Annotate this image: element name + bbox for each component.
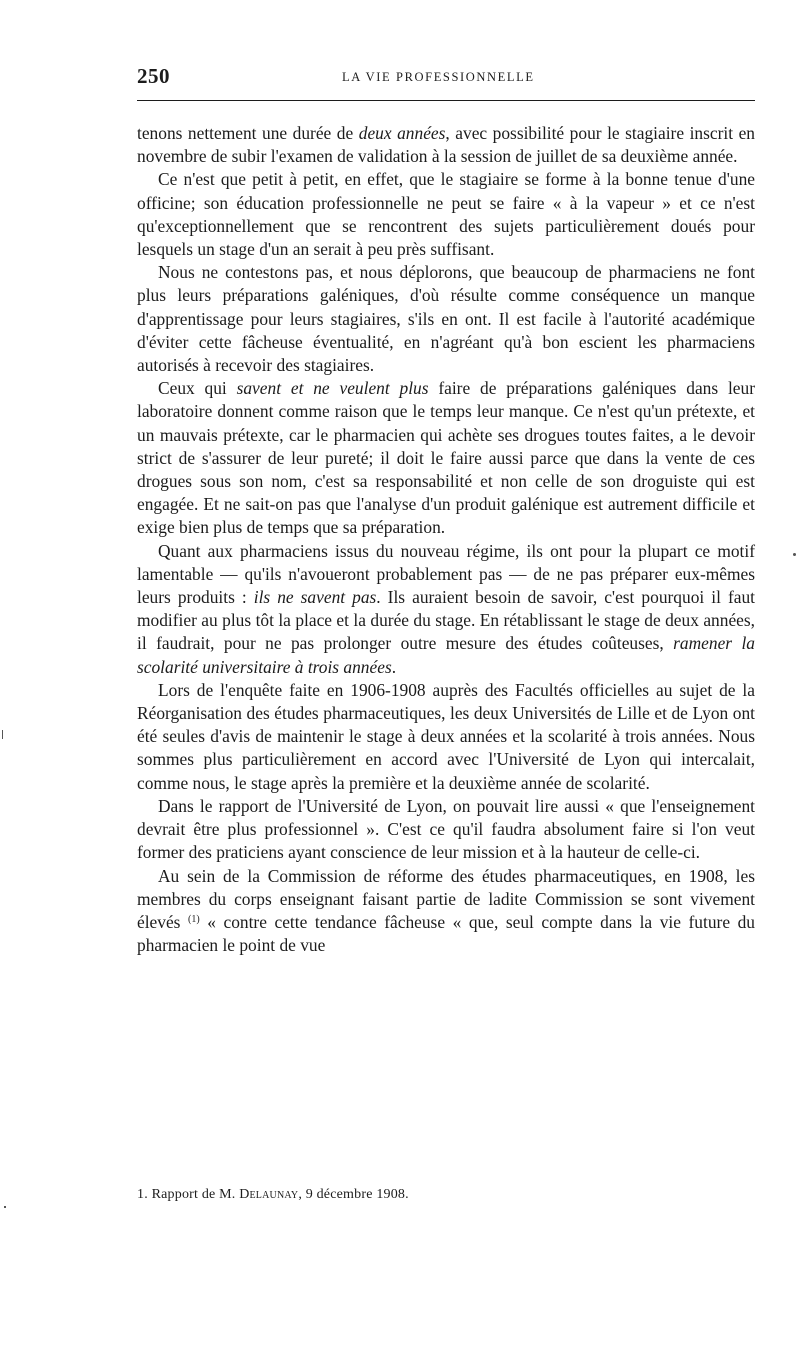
footnote — [137, 1187, 755, 1203]
paragraph — [137, 540, 755, 679]
paragraph — [137, 865, 755, 958]
paragraph — [137, 377, 755, 539]
footnote-text-after: , 9 décembre 1908. — [298, 1187, 409, 1202]
scan-speck — [4, 1206, 6, 1208]
paragraph — [137, 261, 755, 377]
paragraph-text: . — [391, 656, 397, 677]
italic-text: ramener la scolarité universitaire à trois années — [137, 633, 755, 677]
running-title: LA VIE PROFESSIONNELLE — [342, 70, 535, 84]
footnote-author: Delaunay — [239, 1187, 299, 1202]
paragraph-text: « contre cette tendance fâcheuse « que, seul compte dans la vie future du pharmacien le point de vue — [137, 911, 755, 956]
paragraph — [137, 122, 755, 168]
paragraph-text: . Ils auraient besoin de savoir, c'est pourquoi il faut modifier au plus tôt la place et la durée du stage. En rétablissant le stage de deux années, il faudrait, pour ne pas prolonger outre mesure des études coûteuses, — [137, 587, 755, 654]
italic-text: deux années — [358, 123, 446, 143]
scan-speck — [2, 730, 3, 739]
paragraph-text: tenons nettement une durée de — [137, 123, 359, 143]
paragraph-text: Au sein de la Commission de réforme des études pharmaceutiques, en 1908, les membres du corps enseignant faisant partie de ladite Commission se sont vivement élevés — [137, 865, 755, 932]
paragraph-text: Nous ne contestons pas, et nous déplorons, que beaucoup de pharmaciens ne font plus leurs préparations galéniques, d'où résulte comme conséquence un manque d'apprentissage pour leurs stagiaires, s'ils en ont. Il est facile à l'autorité académique d'éviter cette fâcheuse éventualité, en n'agréant qu'à bon escient les pharmaciens autorisés à recevoir des stagiaires. — [137, 262, 755, 376]
footnote-reference: (1) — [188, 913, 200, 925]
paragraph-text: Ce n'est que petit à petit, en effet, que le stagiaire se forme à la bonne tenue d'une officine; son éducation professionnelle ne peut se faire « à la vapeur » et ce n'est qu'exceptionnellement que se rencontrent des sujets particulièrement doués pour lesquels un stage d'un an serait à peu près suffisant. — [137, 169, 755, 260]
page-header — [137, 64, 755, 96]
italic-text: ils ne savent pas — [253, 587, 377, 608]
paragraph — [137, 168, 755, 261]
paragraph-text: Dans le rapport de l'Université de Lyon, on pouvait lire aussi « que l'enseignement devrait être plus professionnel ». C'est ce qu'il faudra absolument faire si l'on veut former des praticiens ayant conscience de leur mission et à la hauteur de celle-ci. — [137, 795, 755, 863]
paragraph-text: Lors de l'enquête faite en 1906-1908 auprès des Facultés officielles au sujet de la Réorganisation des études pharmaceutiques, les deux Universités de Lille et de Lyon ont été seules d'avis de maintenir le stage à deux années et la scolarité à trois années. Nous sommes plus particulièrement en accord avec l'Université de Lyon qui intercalait, comme nous, le stage après la première et la deuxième année de scolarité. — [137, 679, 755, 793]
paragraph-text: faire de préparations galéniques dans leur laboratoire donnent comme raison que le temps leur manque. Ce n'est qu'un prétexte, et un mauvais prétexte, car le pharmacien qui achète ses drogues toutes faites, a le devoir strict de s'assurer de leur pureté; il doit le faire aussi parce que dans la vente de ces drogues sous son nom, c'est sa responsabilité et non celle de son droguiste qui est engagée. Et ne sait-on pas que l'analyse d'un produit galénique est autrement difficile et exige bien plus de temps que sa préparation. — [137, 378, 755, 538]
page-number: 250 — [137, 64, 170, 88]
footnote-number: 1. — [137, 1187, 148, 1202]
paragraph-text: Quant aux pharmaciens issus du nouveau régime, ils ont pour la plupart ce motif lamentable — qu'ils n'avoueront probablement pas — de ne pas préparer eux-mêmes leurs produits : — [137, 540, 755, 608]
paragraph-text: Ceux qui — [158, 378, 237, 399]
header-rule — [137, 100, 755, 101]
paragraph — [137, 795, 755, 865]
italic-text: savent et ne veulent plus — [236, 378, 429, 399]
footnote-text-before: Rapport de M. — [151, 1187, 240, 1202]
paragraph — [137, 679, 755, 795]
paragraph-text: , avec possibilité pour le stagiaire inscrit en novembre de subir l'examen de validation à la session de juillet de sa deuxième année. — [137, 123, 755, 167]
scan-speck — [793, 553, 796, 556]
body-text — [137, 122, 755, 957]
